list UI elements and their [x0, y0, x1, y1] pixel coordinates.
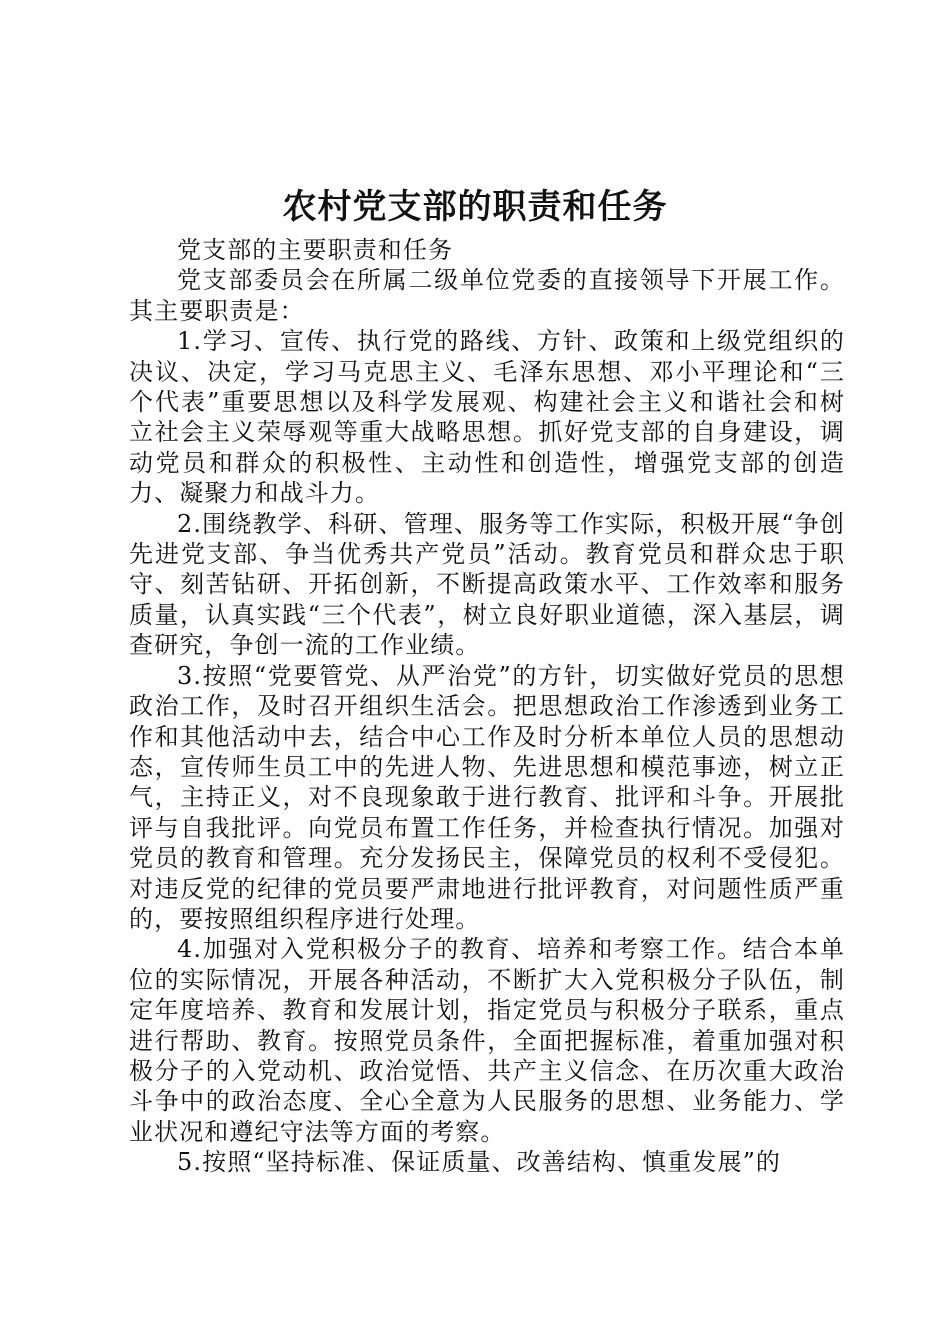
duty-item-3: 3.按照“党要管党、从严治党”的方针，切实做好党员的思想政治工作，及时召开组织生活会。把思想政治工作渗透到业务工作和其他活动中去，结合中心工作及时分析本单位人员的思想动态，宣传师生员工中的先进人物、先进思想和模范事迹，树立正气，主持正义，对不良现象敢于进行教育、批评和斗争。开展批评与自我批评。向党员布置工作任务，并检查执行情况。加强对党员的教育和管理。充分发扬民主，保障党员的权利不受侵犯。对违反党的纪律的党员要严肃地进行批评教育，对问题性质严重的，要按照组织程序进行处理。 [129, 661, 845, 933]
document-body [129, 235, 845, 1178]
duty-item-5: 5.按照“坚持标准、保证质量、改善结构、慎重发展”的 [177, 1148, 782, 1177]
section-heading: 党支部的主要职责和任务 [177, 236, 454, 264]
document-title: 农村党支部的职责和任务 [282, 187, 668, 227]
intro-paragraph: 党支部委员会在所属二级单位党委的直接领导下开展工作。其主要职责是： [129, 266, 845, 325]
duty-item-4: 4.加强对入党积极分子的教育、培养和考察工作。结合本单位的实际情况，开展各种活动，不断扩大入党积极分子队伍，制定年度培养、教育和发展计划，指定党员与积极分子联系，重点进行帮助、教育。按照党员条件，全面把握标准，着重加强对积极分子的入党动机、政治觉悟、共产主义信念、在历次重大政治斗争中的政治态度、全心全意为人民服务的思想、业务能力、学业状况和遵纪守法等方面的考察。 [129, 935, 845, 1146]
duty-item-2: 2.围绕教学、科研、管理、服务等工作实际，积极开展“争创先进党支部、争当优秀共产党员”活动。教育党员和群众忠于职守、刻苦钻研、开拓创新，不断提高政策水平、工作效率和服务质量，认真实践“三个代表”，树立良好职业道德，深入基层，调查研究，争创一流的工作业绩。 [129, 509, 845, 660]
duty-item-1: 1.学习、宣传、执行党的路线、方针、政策和上级党组织的决议、决定，学习马克思主义、毛泽东思想、邓小平理论和“三个代表”重要思想以及科学发展观、构建社会主义和谐社会和树立社会主义荣辱观等重大战略思想。抓好党支部的自身建设，调动党员和群众的积极性、主动性和创造性，增强党支部的创造力、凝聚力和战斗力。 [129, 327, 845, 508]
